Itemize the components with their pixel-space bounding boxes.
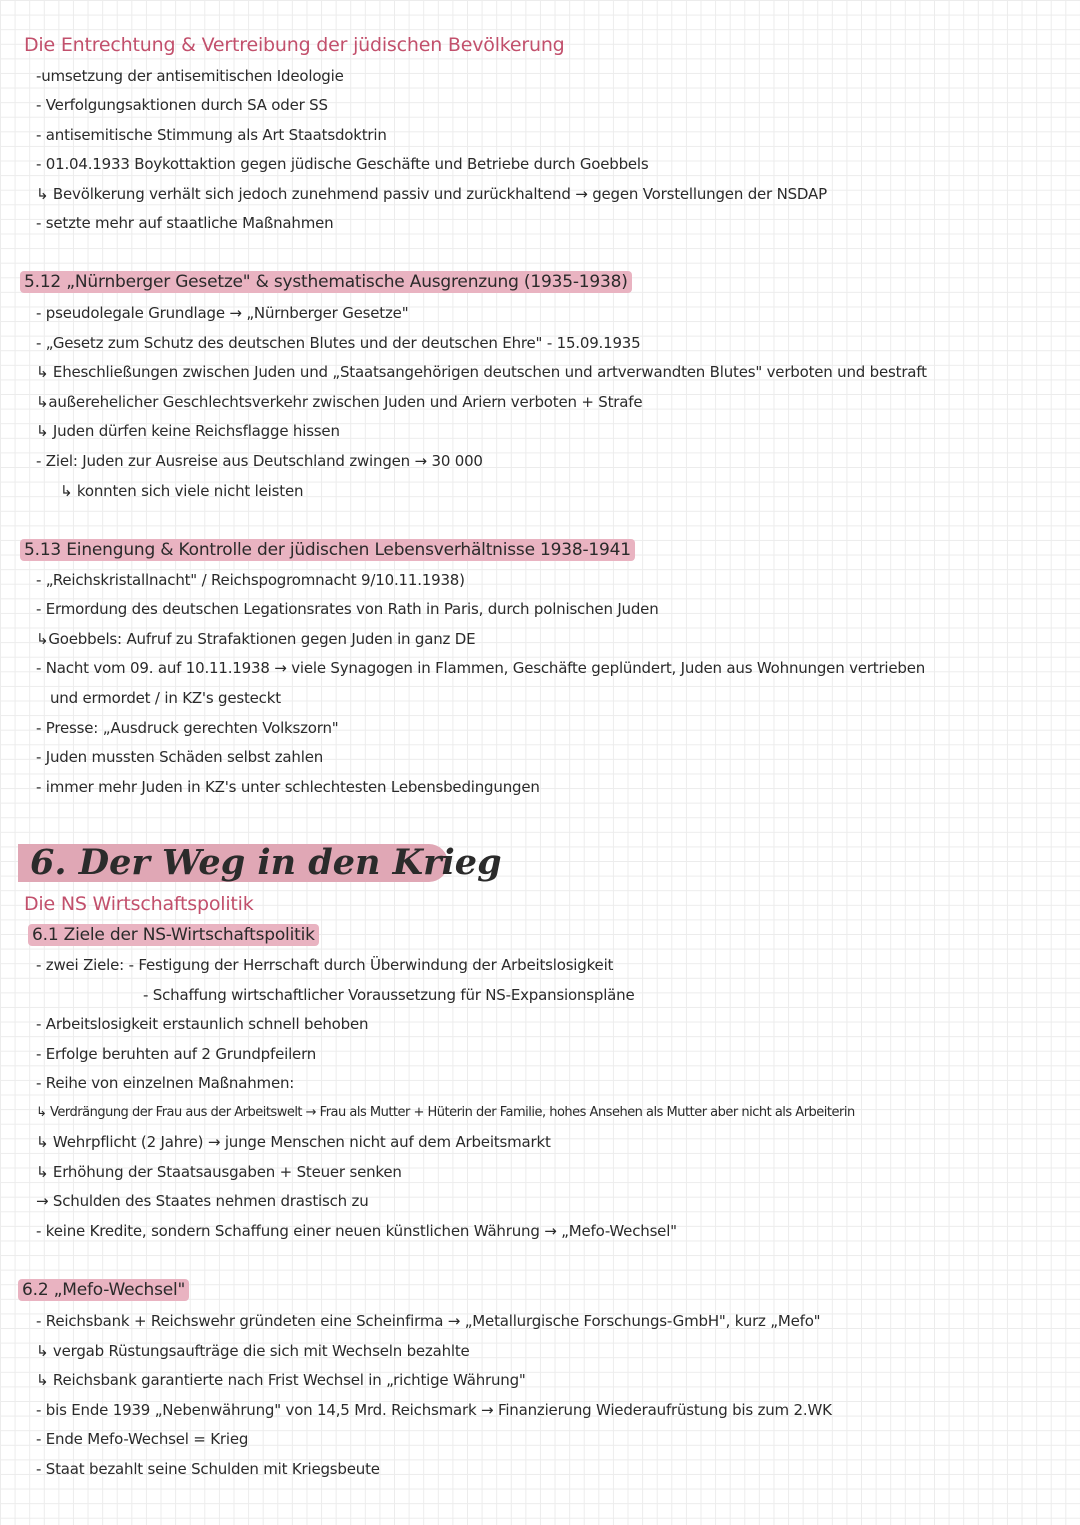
note-line: ↳ Verdrängung der Frau aus der Arbeitswelt → Frau als Mutter + Hüterin der Familie, hohes Ansehen als Mutter aber nicht als Arbeiterin: [36, 1105, 855, 1120]
note-line: ↳außerehelicher Geschlechtsverkehr zwischen Juden und Ariern verboten + Strafe: [36, 393, 643, 411]
note-line: - antisemitische Stimmung als Art Staatsdoktrin: [36, 126, 387, 144]
note-line: - Juden mussten Schäden selbst zahlen: [36, 748, 324, 766]
note-line: - Presse: „Ausdruck gerechten Volkszorn": [36, 719, 339, 737]
note-line: ↳ Wehrpflicht (2 Jahre) → junge Menschen nicht auf dem Arbeitsmarkt: [36, 1133, 551, 1151]
section-heading: 5.13 Einengung & Kontrolle der jüdischen Lebensverhältnisse 1938-1941: [20, 538, 635, 562]
note-line: - Reihe von einzelnen Maßnahmen:: [36, 1074, 295, 1092]
note-line: - Ende Mefo-Wechsel = Krieg: [36, 1430, 249, 1448]
note-line: - setzte mehr auf staatliche Maßnahmen: [36, 214, 334, 232]
note-line: - „Gesetz zum Schutz des deutschen Blutes und der deutschen Ehre" - 15.09.1935: [36, 334, 641, 352]
note-line: - Schaffung wirtschaftlicher Voraussetzung für NS-Expansionspläne: [143, 986, 635, 1004]
chapter-subtitle: Die NS Wirtschaftspolitik: [24, 893, 254, 915]
note-line: ↳ Reichsbank garantierte nach Frist Wechsel in „richtige Währung": [36, 1371, 526, 1389]
note-line: - Verfolgungsaktionen durch SA oder SS: [36, 96, 328, 114]
note-line: - „Reichskristallnacht" / Reichspogromnacht 9/10.11.1938): [36, 571, 465, 589]
note-line: ↳ Erhöhung der Staatsausgaben + Steuer senken: [36, 1163, 402, 1181]
note-line: → Schulden des Staates nehmen drastisch zu: [36, 1192, 369, 1210]
section-heading: 5.12 „Nürnberger Gesetze" & systhematische Ausgrenzung (1935-1938): [20, 270, 632, 294]
note-line: und ermordet / in KZ's gesteckt: [50, 689, 281, 707]
note-line: - Ziel: Juden zur Ausreise aus Deutschland zwingen → 30 000: [36, 452, 483, 470]
note-line: - bis Ende 1939 „Nebenwährung" von 14,5 Mrd. Reichsmark → Finanzierung Wiederaufrüstung bis zum 2.WK: [36, 1401, 832, 1419]
note-line: ↳ Eheschließungen zwischen Juden und „Staatsangehörigen deutschen und artverwandten Blutes" verboten und bestraft: [36, 363, 927, 381]
section-heading: 6.2 „Mefo-Wechsel": [18, 1278, 189, 1302]
note-line: - Ermordung des deutschen Legationsrates von Rath in Paris, durch polnischen Juden: [36, 600, 659, 618]
note-line: -umsetzung der antisemitischen Ideologie: [36, 67, 344, 85]
note-line: - Erfolge beruhten auf 2 Grundpfeilern: [36, 1045, 317, 1063]
note-line: - 01.04.1933 Boykottaktion gegen jüdische Geschäfte und Betriebe durch Goebbels: [36, 155, 649, 173]
note-line: - Nacht vom 09. auf 10.11.1938 → viele Synagogen in Flammen, Geschäfte geplündert, Juden aus Wohnungen vertrieben: [36, 659, 926, 677]
note-line: - keine Kredite, sondern Schaffung einer neuen künstlichen Währung → „Mefo-Wechsel": [36, 1222, 677, 1240]
note-line: ↳ vergab Rüstungsaufträge die sich mit Wechseln bezahlte: [36, 1342, 470, 1360]
note-line: ↳Goebbels: Aufruf zu Strafaktionen gegen Juden in ganz DE: [36, 630, 476, 648]
note-line: ↳ Juden dürfen keine Reichsflagge hissen: [36, 422, 340, 440]
section-heading: 6.1 Ziele der NS-Wirtschaftspolitik: [28, 923, 319, 947]
note-line: - Arbeitslosigkeit erstaunlich schnell behoben: [36, 1015, 369, 1033]
note-line: - Staat bezahlt seine Schulden mit Kriegsbeute: [36, 1460, 380, 1478]
note-line: - zwei Ziele: - Festigung der Herrschaft durch Überwindung der Arbeitslosigkeit: [36, 956, 614, 974]
section-title: Die Entrechtung & Vertreibung der jüdischen Bevölkerung: [24, 34, 565, 56]
note-line: - immer mehr Juden in KZ's unter schlechtesten Lebensbedingungen: [36, 778, 540, 796]
note-line: ↳ Bevölkerung verhält sich jedoch zunehmend passiv und zurückhaltend → gegen Vorstellungen der NSDAP: [36, 185, 827, 203]
note-line: ↳ konnten sich viele nicht leisten: [60, 482, 304, 500]
note-line: - Reichsbank + Reichswehr gründeten eine Scheinfirma → „Metallurgische Forschungs-GmbH", kurz „Mefo": [36, 1312, 821, 1330]
chapter-title: 6. Der Weg in den Krieg: [30, 842, 502, 883]
note-line: - pseudolegale Grundlage → „Nürnberger Gesetze": [36, 304, 409, 322]
